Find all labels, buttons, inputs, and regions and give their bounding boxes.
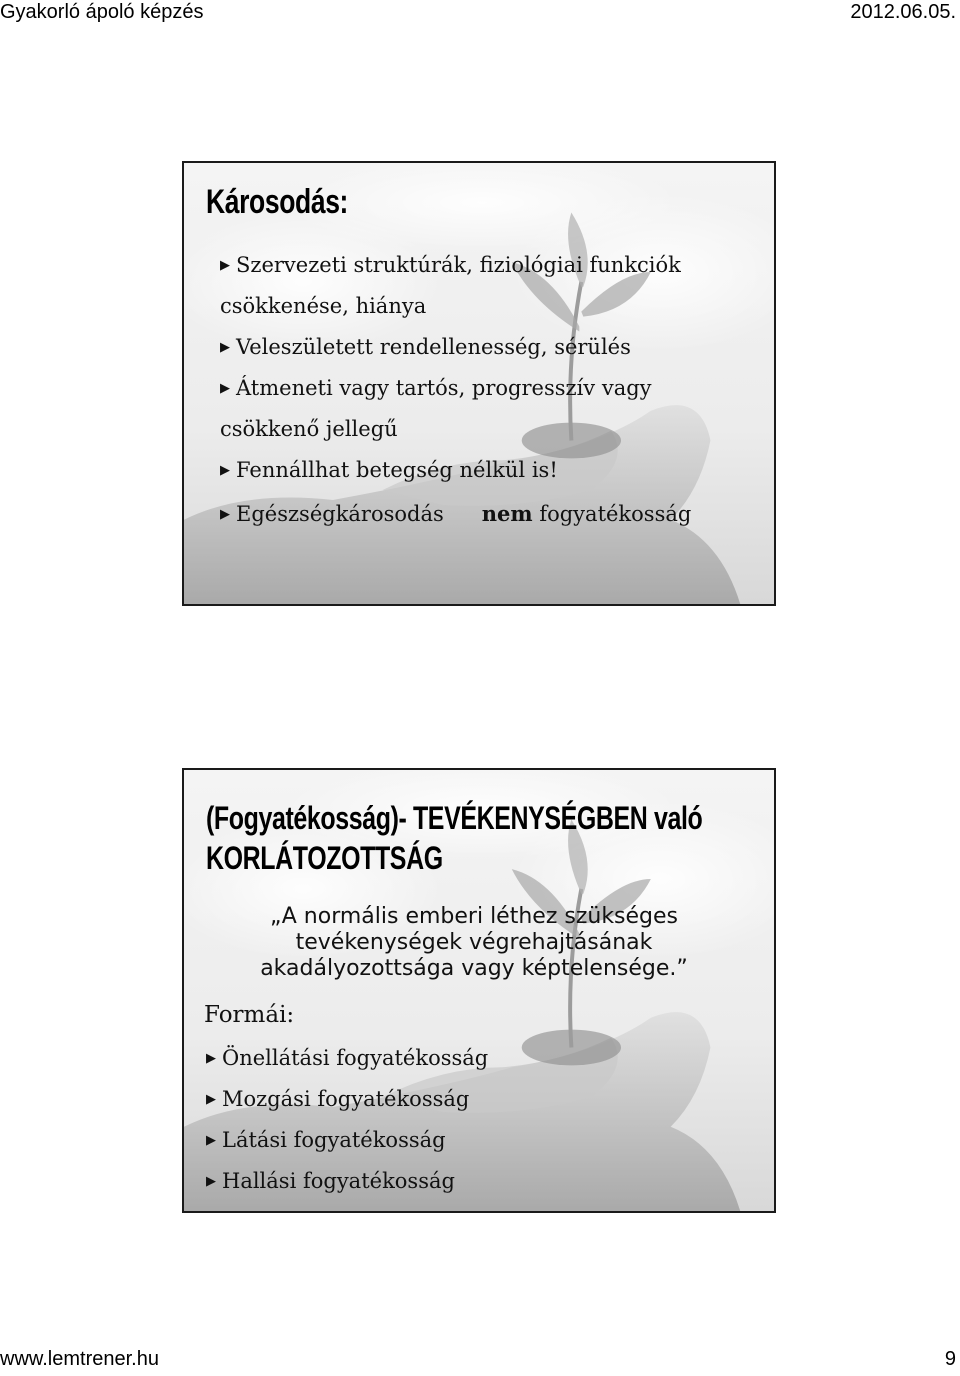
bullet-item: ▶ Szervezeti struktúrák, fiziológiai funkciók xyxy=(220,253,681,277)
bullet-item: ▶ Önellátási fogyatékosság xyxy=(206,1046,489,1070)
bullet-item: ▶ Hallási fogyatékosság xyxy=(206,1169,455,1193)
right-pointing-triangle-icon: ▶ xyxy=(220,463,230,478)
slide-title: Károsodás: xyxy=(206,183,349,221)
emphasis-nem: nem xyxy=(481,501,533,526)
right-pointing-triangle-icon: ▶ xyxy=(220,507,230,522)
right-pointing-triangle-icon: ▶ xyxy=(206,1174,216,1189)
page-number: 9 xyxy=(944,1348,956,1370)
bullet-item: ▶ Mozgási fogyatékosság xyxy=(206,1087,470,1111)
right-pointing-triangle-icon: ▶ xyxy=(220,258,230,273)
right-pointing-triangle-icon: ▶ xyxy=(206,1133,216,1148)
bullet-continuation: csökkenő jellegű xyxy=(220,417,398,441)
right-pointing-triangle-icon: ▶ xyxy=(206,1092,216,1107)
slide-karosodas xyxy=(182,161,776,606)
slide-title: (Fogyatékosság)- TEVÉKENYSÉGBEN való KORLÁTOZOTTSÁG xyxy=(206,800,703,876)
right-pointing-triangle-icon: ▶ xyxy=(220,381,230,396)
page-footer xyxy=(0,1346,960,1374)
bullet-item: ▶ Átmeneti vagy tartós, progresszív vagy xyxy=(220,376,652,400)
formai-label: Formái: xyxy=(204,1002,295,1028)
page-header xyxy=(0,0,960,26)
header-course-title: Gyakorló ápoló képzés xyxy=(0,1,204,23)
footer-website: www.lemtrener.hu xyxy=(0,1348,159,1370)
bullet-item: ▶ Veleszületett rendellenesség, sérülés xyxy=(220,335,631,359)
right-pointing-triangle-icon: ▶ xyxy=(206,1051,216,1066)
bullet-continuation: csökkenése, hiánya xyxy=(220,294,427,318)
bullet-item: ▶ Látási fogyatékosság xyxy=(206,1128,446,1152)
definition-quote: „A normális emberi léthez szükséges tevékenységek végrehajtásának akadályozottsága vagy képtelensége.” xyxy=(260,904,688,981)
header-date: 2012.06.05. xyxy=(850,1,956,23)
right-pointing-triangle-icon: ▶ xyxy=(220,340,230,355)
bullet-item-emphasis: ▶ Egészségkárosodás nem fogyatékosság xyxy=(220,501,692,526)
bullet-item: ▶ Fennállhat betegség nélkül is! xyxy=(220,458,558,482)
slide-fogyatekossag xyxy=(182,768,776,1213)
